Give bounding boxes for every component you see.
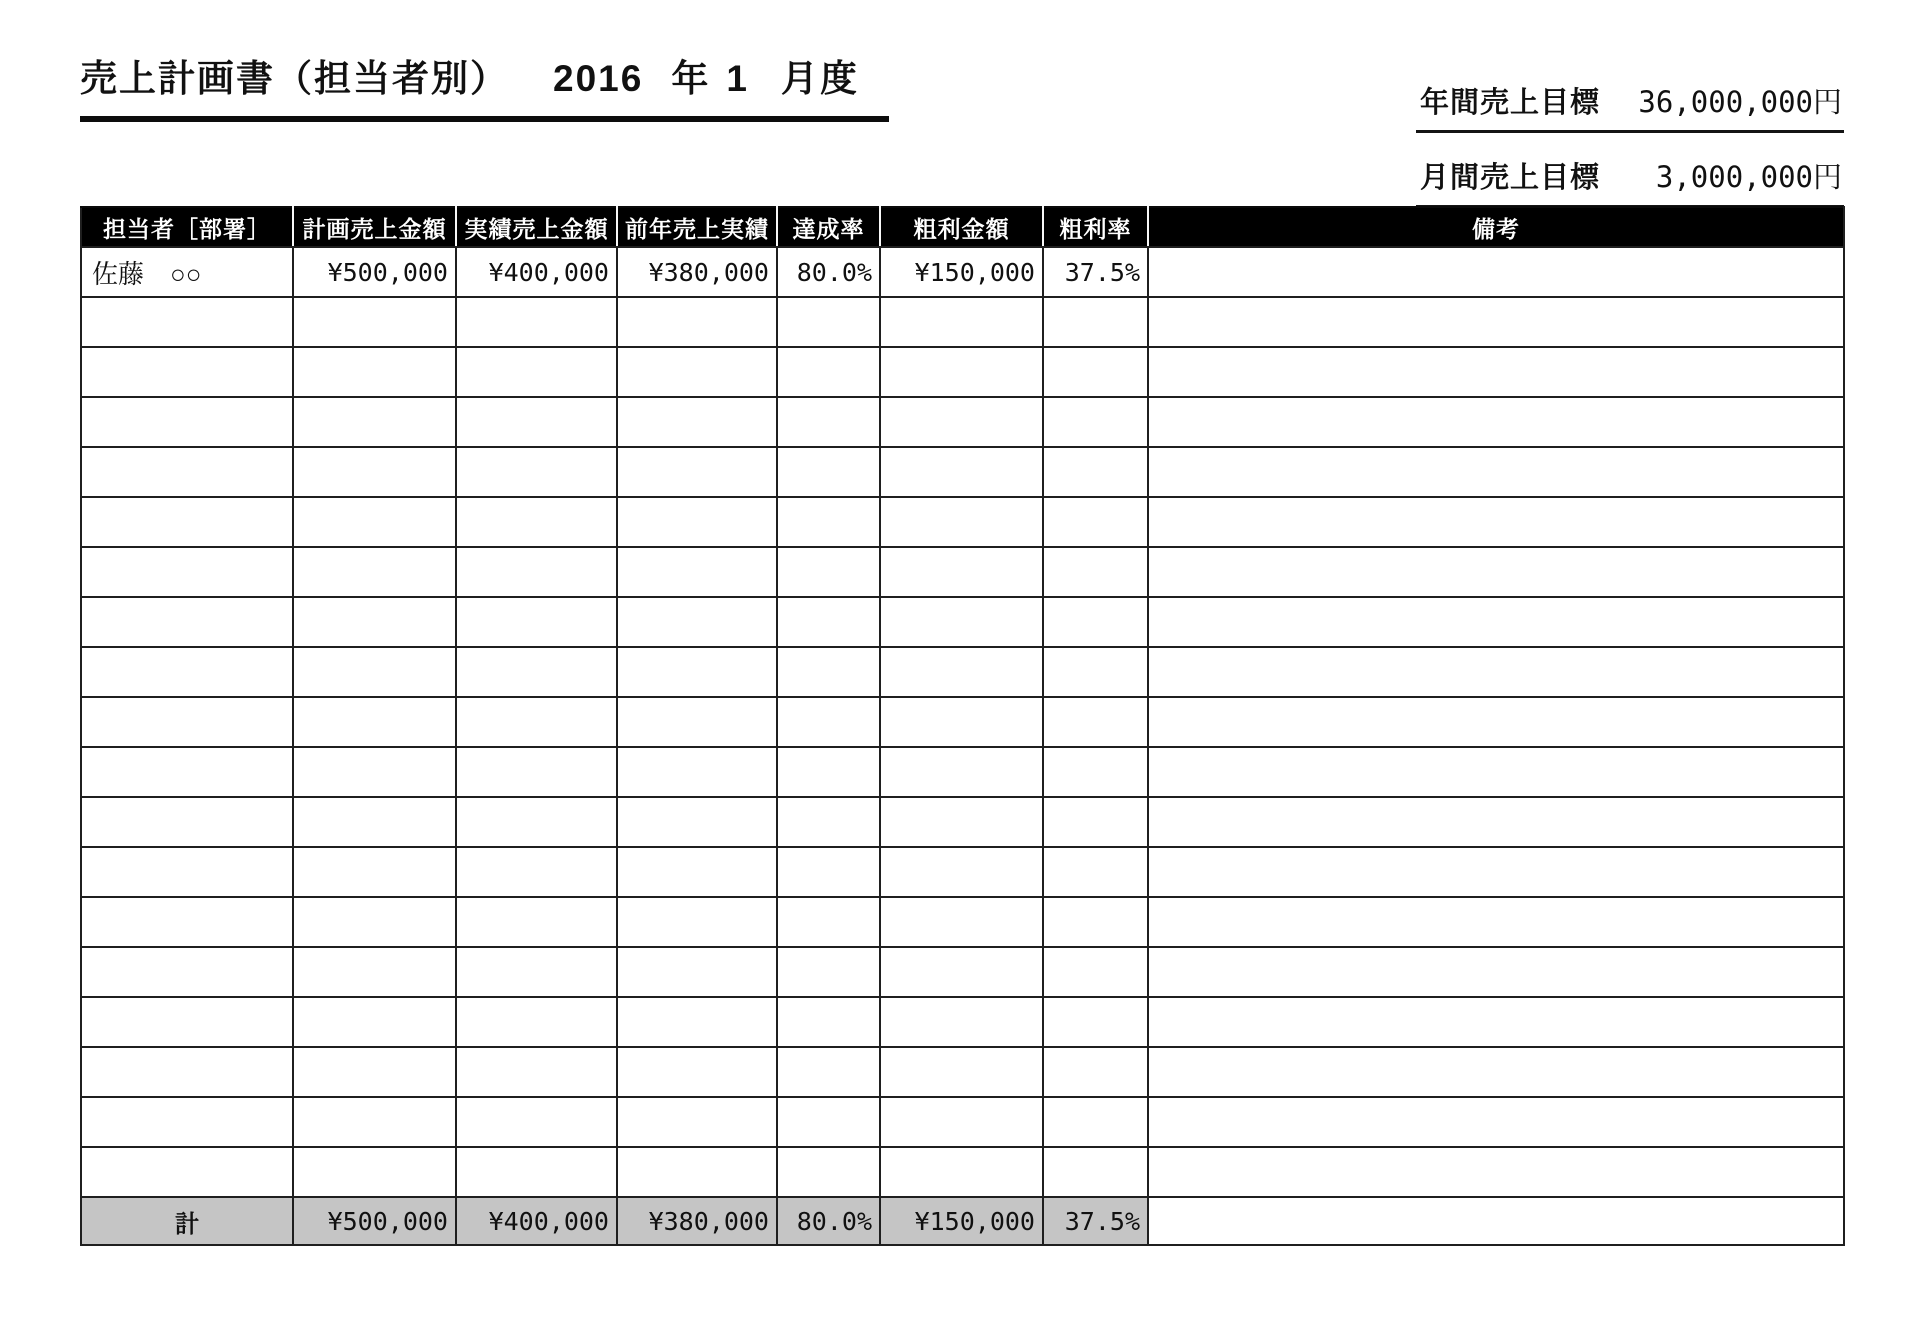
total-planned: ¥500,000 (293, 1197, 456, 1245)
cell-gross-margin (1043, 1147, 1148, 1197)
cell-name (81, 447, 293, 497)
cell-gross-margin (1043, 597, 1148, 647)
empty-row (81, 947, 1844, 997)
cell-planned (293, 347, 456, 397)
cell-planned (293, 1047, 456, 1097)
title-year-suffix: 年 (671, 58, 711, 99)
total-row (81, 1197, 1844, 1245)
cell-actual (456, 397, 617, 447)
cell-gross-margin (1043, 297, 1148, 347)
cell-gross-profit: ¥150,000 (880, 247, 1043, 297)
cell-planned (293, 747, 456, 797)
col-header-achievement: 達成率 (777, 207, 880, 247)
data-row (81, 247, 1844, 297)
empty-row (81, 897, 1844, 947)
cell-gross-profit (880, 447, 1043, 497)
cell-achievement (777, 597, 880, 647)
cell-gross-margin (1043, 547, 1148, 597)
cell-actual (456, 447, 617, 497)
cell-gross-profit (880, 747, 1043, 797)
cell-prev-year (617, 847, 777, 897)
cell-name (81, 697, 293, 747)
cell-name (81, 797, 293, 847)
monthly-target-label: 月間売上目標 (1420, 162, 1601, 194)
cell-remarks (1148, 547, 1844, 597)
sales-plan-table (80, 206, 1845, 1246)
cell-remarks (1148, 297, 1844, 347)
total-actual: ¥400,000 (456, 1197, 617, 1245)
cell-name (81, 297, 293, 347)
cell-planned (293, 297, 456, 347)
cell-remarks (1148, 947, 1844, 997)
cell-name (81, 947, 293, 997)
empty-row (81, 797, 1844, 847)
cell-gross-profit (880, 597, 1043, 647)
sales-targets (1416, 80, 1844, 208)
cell-achievement (777, 847, 880, 897)
cell-name (81, 647, 293, 697)
cell-gross-margin (1043, 697, 1148, 747)
cell-name: 佐藤 ○○ (81, 247, 293, 297)
cell-remarks (1148, 1047, 1844, 1097)
cell-gross-margin (1043, 997, 1148, 1047)
cell-name (81, 597, 293, 647)
title-text: 売上計画書（担当者別） (80, 58, 509, 99)
cell-actual (456, 497, 617, 547)
cell-achievement (777, 1097, 880, 1147)
cell-prev-year (617, 497, 777, 547)
cell-achievement (777, 297, 880, 347)
cell-name (81, 997, 293, 1047)
empty-row (81, 597, 1844, 647)
cell-gross-profit (880, 997, 1043, 1047)
cell-actual (456, 897, 617, 947)
cell-prev-year (617, 947, 777, 997)
cell-planned (293, 647, 456, 697)
cell-prev-year (617, 697, 777, 747)
empty-row (81, 647, 1844, 697)
cell-remarks (1148, 447, 1844, 497)
monthly-target-value: 3,000,000円 (1655, 160, 1842, 194)
cell-remarks (1148, 847, 1844, 897)
cell-prev-year (617, 397, 777, 447)
cell-remarks (1148, 897, 1844, 947)
cell-planned (293, 447, 456, 497)
cell-remarks (1148, 747, 1844, 797)
cell-planned (293, 547, 456, 597)
total-gross-profit: ¥150,000 (880, 1197, 1043, 1245)
cell-gross-profit (880, 497, 1043, 547)
cell-planned: ¥500,000 (293, 247, 456, 297)
cell-name (81, 897, 293, 947)
cell-gross-profit (880, 547, 1043, 597)
cell-remarks (1148, 797, 1844, 847)
cell-name (81, 847, 293, 897)
cell-gross-profit (880, 1147, 1043, 1197)
col-header-gross-profit: 粗利金額 (880, 207, 1043, 247)
cell-prev-year (617, 1047, 777, 1097)
cell-name (81, 1147, 293, 1197)
annual-target-label: 年間売上目標 (1420, 87, 1601, 119)
col-header-staff: 担当者［部署］ (81, 207, 293, 247)
empty-row (81, 447, 1844, 497)
cell-gross-margin (1043, 397, 1148, 447)
cell-gross-profit (880, 897, 1043, 947)
cell-name (81, 397, 293, 447)
cell-remarks (1148, 647, 1844, 697)
total-remarks (1148, 1197, 1844, 1245)
cell-gross-margin (1043, 647, 1148, 697)
cell-name (81, 1047, 293, 1097)
cell-remarks (1148, 247, 1844, 297)
cell-planned (293, 997, 456, 1047)
cell-remarks (1148, 997, 1844, 1047)
cell-achievement (777, 447, 880, 497)
empty-row (81, 547, 1844, 597)
total-prev-year: ¥380,000 (617, 1197, 777, 1245)
cell-name (81, 747, 293, 797)
cell-achievement (777, 647, 880, 697)
cell-gross-margin (1043, 947, 1148, 997)
cell-achievement (777, 547, 880, 597)
cell-actual (456, 947, 617, 997)
empty-row (81, 497, 1844, 547)
cell-gross-margin: 37.5% (1043, 247, 1148, 297)
cell-remarks (1148, 497, 1844, 547)
cell-name (81, 347, 293, 397)
empty-row (81, 397, 1844, 447)
table-body (81, 247, 1844, 1197)
cell-prev-year (617, 547, 777, 597)
cell-actual (456, 1097, 617, 1147)
cell-gross-margin (1043, 1097, 1148, 1147)
cell-gross-profit (880, 1097, 1043, 1147)
empty-row (81, 297, 1844, 347)
cell-planned (293, 697, 456, 747)
cell-actual: ¥400,000 (456, 247, 617, 297)
empty-row (81, 847, 1844, 897)
cell-prev-year: ¥380,000 (617, 247, 777, 297)
total-label: 計 (81, 1197, 293, 1245)
empty-row (81, 1097, 1844, 1147)
cell-prev-year (617, 897, 777, 947)
cell-remarks (1148, 697, 1844, 747)
cell-actual (456, 847, 617, 897)
cell-achievement (777, 747, 880, 797)
cell-gross-margin (1043, 797, 1148, 847)
cell-planned (293, 597, 456, 647)
cell-actual (456, 347, 617, 397)
title-year: 2016 (553, 58, 644, 99)
page-title (80, 48, 889, 122)
cell-actual (456, 997, 617, 1047)
cell-gross-margin (1043, 447, 1148, 497)
annual-target-value: 36,000,000円 (1638, 85, 1842, 119)
cell-remarks (1148, 1097, 1844, 1147)
cell-achievement: 80.0% (777, 247, 880, 297)
cell-actual (456, 747, 617, 797)
cell-prev-year (617, 347, 777, 397)
cell-achievement (777, 497, 880, 547)
cell-gross-margin (1043, 747, 1148, 797)
empty-row (81, 1047, 1844, 1097)
cell-gross-margin (1043, 847, 1148, 897)
cell-achievement (777, 1047, 880, 1097)
cell-achievement (777, 897, 880, 947)
empty-row (81, 347, 1844, 397)
cell-gross-profit (880, 347, 1043, 397)
cell-gross-profit (880, 847, 1043, 897)
cell-gross-margin (1043, 1047, 1148, 1097)
title-month: 1 (726, 58, 749, 99)
cell-gross-profit (880, 397, 1043, 447)
cell-planned (293, 497, 456, 547)
cell-planned (293, 397, 456, 447)
cell-name (81, 1097, 293, 1147)
cell-planned (293, 1097, 456, 1147)
cell-remarks (1148, 397, 1844, 447)
cell-prev-year (617, 597, 777, 647)
cell-actual (456, 597, 617, 647)
cell-achievement (777, 347, 880, 397)
cell-gross-profit (880, 297, 1043, 347)
cell-gross-margin (1043, 347, 1148, 397)
cell-remarks (1148, 347, 1844, 397)
col-header-prev-year: 前年売上実績 (617, 207, 777, 247)
cell-actual (456, 697, 617, 747)
empty-row (81, 697, 1844, 747)
cell-gross-profit (880, 947, 1043, 997)
total-achievement: 80.0% (777, 1197, 880, 1245)
cell-achievement (777, 797, 880, 847)
cell-prev-year (617, 1147, 777, 1197)
cell-actual (456, 797, 617, 847)
cell-gross-profit (880, 697, 1043, 747)
cell-achievement (777, 997, 880, 1047)
col-header-remarks: 備考 (1148, 207, 1844, 247)
annual-target-row (1416, 80, 1844, 133)
col-header-planned: 計画売上金額 (293, 207, 456, 247)
cell-prev-year (617, 997, 777, 1047)
cell-name (81, 497, 293, 547)
cell-actual (456, 647, 617, 697)
cell-prev-year (617, 797, 777, 847)
total-gross-margin: 37.5% (1043, 1197, 1148, 1245)
cell-gross-margin (1043, 897, 1148, 947)
cell-remarks (1148, 1147, 1844, 1197)
cell-gross-profit (880, 797, 1043, 847)
cell-gross-profit (880, 647, 1043, 697)
cell-prev-year (617, 1097, 777, 1147)
empty-row (81, 747, 1844, 797)
cell-gross-margin (1043, 497, 1148, 547)
cell-gross-profit (880, 1047, 1043, 1097)
table-header-row (81, 207, 1844, 247)
cell-achievement (777, 947, 880, 997)
cell-planned (293, 947, 456, 997)
cell-prev-year (617, 647, 777, 697)
cell-prev-year (617, 747, 777, 797)
cell-planned (293, 1147, 456, 1197)
col-header-gross-margin: 粗利率 (1043, 207, 1148, 247)
monthly-target-row (1416, 155, 1844, 208)
cell-actual (456, 547, 617, 597)
empty-row (81, 997, 1844, 1047)
col-header-actual: 実績売上金額 (456, 207, 617, 247)
cell-achievement (777, 397, 880, 447)
cell-planned (293, 847, 456, 897)
cell-remarks (1148, 597, 1844, 647)
cell-planned (293, 797, 456, 847)
cell-prev-year (617, 297, 777, 347)
cell-planned (293, 897, 456, 947)
cell-prev-year (617, 447, 777, 497)
title-month-suffix: 月度 (780, 58, 859, 99)
cell-name (81, 547, 293, 597)
cell-achievement (777, 1147, 880, 1197)
cell-achievement (777, 697, 880, 747)
cell-actual (456, 297, 617, 347)
cell-actual (456, 1147, 617, 1197)
cell-actual (456, 1047, 617, 1097)
empty-row (81, 1147, 1844, 1197)
